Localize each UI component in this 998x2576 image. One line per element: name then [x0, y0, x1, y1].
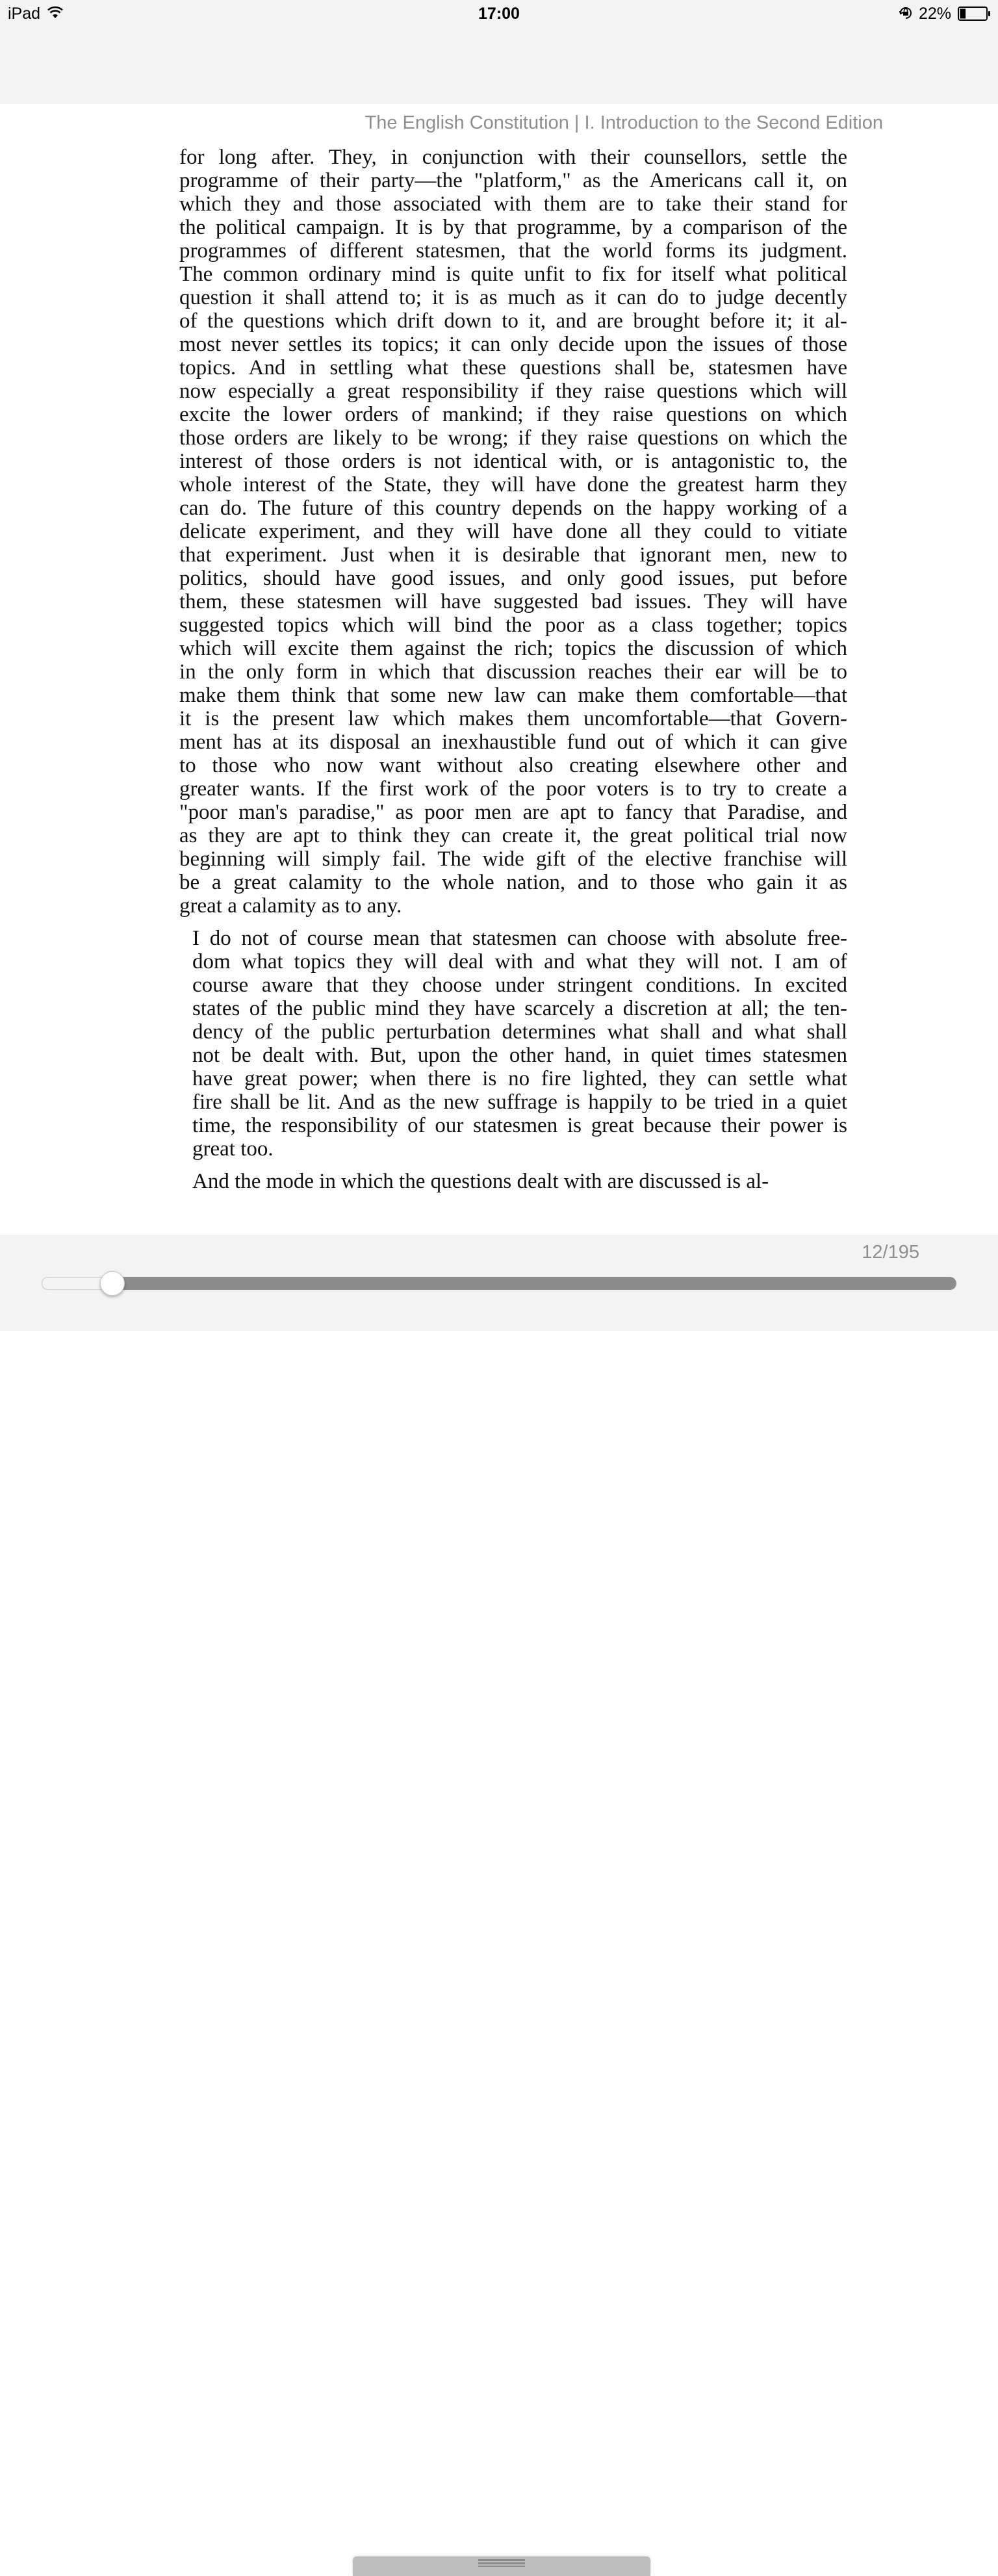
text-line: as they are apt to think they can create it, the great political trial now — [179, 824, 847, 847]
text-line: not be dealt with. But, upon the other hand, in quiet times statesmen — [192, 1044, 847, 1067]
text-line: states of the public mind they have scarcely a discretion at all; the ten- — [192, 997, 847, 1020]
text-line: make them think that some new law can make them comfortable—that — [179, 684, 847, 707]
text-line: programme of their party—the "platform," as the Americans call it, on — [179, 169, 847, 192]
battery-icon — [958, 6, 992, 21]
text-line: the political campaign. It is by that programme, by a comparison of the — [179, 216, 847, 239]
page-slider-thumb[interactable] — [100, 1271, 125, 1296]
text-line: The common ordinary mind is quite unfit to fix for itself what political — [179, 263, 847, 286]
text-line: those orders are likely to be wrong; if they raise questions on which the — [179, 426, 847, 450]
text-line: time, the responsibility of our statesmen is great because their power is — [192, 1114, 847, 1137]
chapter-header: The English Constitution | I. Introduction to the Second Edition — [365, 112, 883, 133]
paragraph — [179, 146, 847, 918]
text-line: "poor man's paradise," as poor men are apt to fancy that Paradise, and — [179, 801, 847, 824]
page-indicator: 12/195 — [862, 1242, 919, 1263]
text-line: interest of those orders is not identical with, or is antagonistic to, the — [179, 450, 847, 473]
status-bar — [0, 0, 998, 27]
text-line: which will excite them against the rich; topics the discussion of which — [179, 637, 847, 660]
text-line: And the mode in which the questions dealt with are discussed is al- — [192, 1170, 769, 1193]
top-toolbar — [0, 0, 998, 104]
text-line: suggested topics which will bind the poor as a class together; topics — [179, 613, 847, 637]
text-line: dom what topics they will deal with and what they will not. I am of — [192, 950, 847, 973]
text-line: excite the lower orders of mankind; if they raise questions on which — [179, 403, 847, 426]
battery-level-fill — [960, 9, 966, 19]
text-line: great a calamity as to any. — [179, 894, 402, 918]
text-line: have great power; when there is no fire lighted, they can settle what — [192, 1067, 847, 1090]
device-name: iPad — [8, 5, 41, 23]
text-line: most never settles its topics; it can only decide upon the issues of those — [179, 333, 847, 356]
text-line: programmes of different statesmen, that the world forms its judgment. — [179, 239, 847, 263]
orientation-lock-icon — [899, 6, 913, 20]
text-line: greater wants. If the first work of the poor voters is to try to create a — [179, 777, 847, 801]
text-line: in the only form in which that discussion reaches their ear will be to — [179, 660, 847, 684]
grip-icon — [470, 2559, 533, 2567]
paragraph — [179, 927, 847, 1161]
text-line: now especially a great responsibility if they raise questions which will — [179, 380, 847, 403]
text-line: great too. — [192, 1137, 274, 1161]
battery-percentage: 22% — [919, 5, 952, 23]
page-slider-track[interactable] — [42, 1277, 956, 1290]
paragraph — [179, 1170, 847, 1193]
text-line: which they and those associated with them are to take their stand for — [179, 192, 847, 216]
status-time: 17:00 — [478, 5, 520, 23]
text-line: fire shall be lit. And as the new suffrage is happily to be tried in a quiet — [192, 1090, 847, 1114]
text-line: beginning will simply fail. The wide gift of the elective franchise will — [179, 847, 847, 871]
text-line: course aware that they choose under stringent conditions. In excited — [192, 973, 847, 997]
text-line: topics. And in settling what these questions shall be, statesmen have — [179, 356, 847, 380]
drawer-handle[interactable] — [353, 2557, 650, 2576]
text-line: whole interest of the State, they will have done the greatest harm they — [179, 473, 847, 496]
text-line: question it shall attend to; it is as much as it can do to judge decently — [179, 286, 847, 309]
text-line: to those who now want without also creating elsewhere other and — [179, 754, 847, 777]
text-line: that experiment. Just when it is desirable that ignorant men, new to — [179, 543, 847, 567]
text-line: be a great calamity to the whole nation, and to those who gain it as — [179, 871, 847, 894]
text-line: delicate experiment, and they will have done all they could to vitiate — [179, 520, 847, 543]
text-line: I do not of course mean that statesmen can choose with absolute free- — [192, 927, 847, 950]
text-line: it is the present law which makes them uncomfortable—that Govern- — [179, 707, 847, 730]
text-line: politics, should have good issues, and only good issues, put before — [179, 567, 847, 590]
text-line: for long after. They, in conjunction with their counsellors, settle the — [179, 146, 847, 169]
text-line: dency of the public perturbation determines what shall and what shall — [192, 1020, 847, 1044]
text-line: them, these statesmen will have suggested bad issues. They will have — [179, 590, 847, 613]
text-line: can do. The future of this country depends on the happy working of a — [179, 496, 847, 520]
text-line: of the questions which drift down to it, and are brought before it; it al- — [179, 309, 847, 333]
text-line: ment has at its disposal an inexhaustible fund out of which it can give — [179, 730, 847, 754]
book-page-text — [179, 146, 847, 1202]
